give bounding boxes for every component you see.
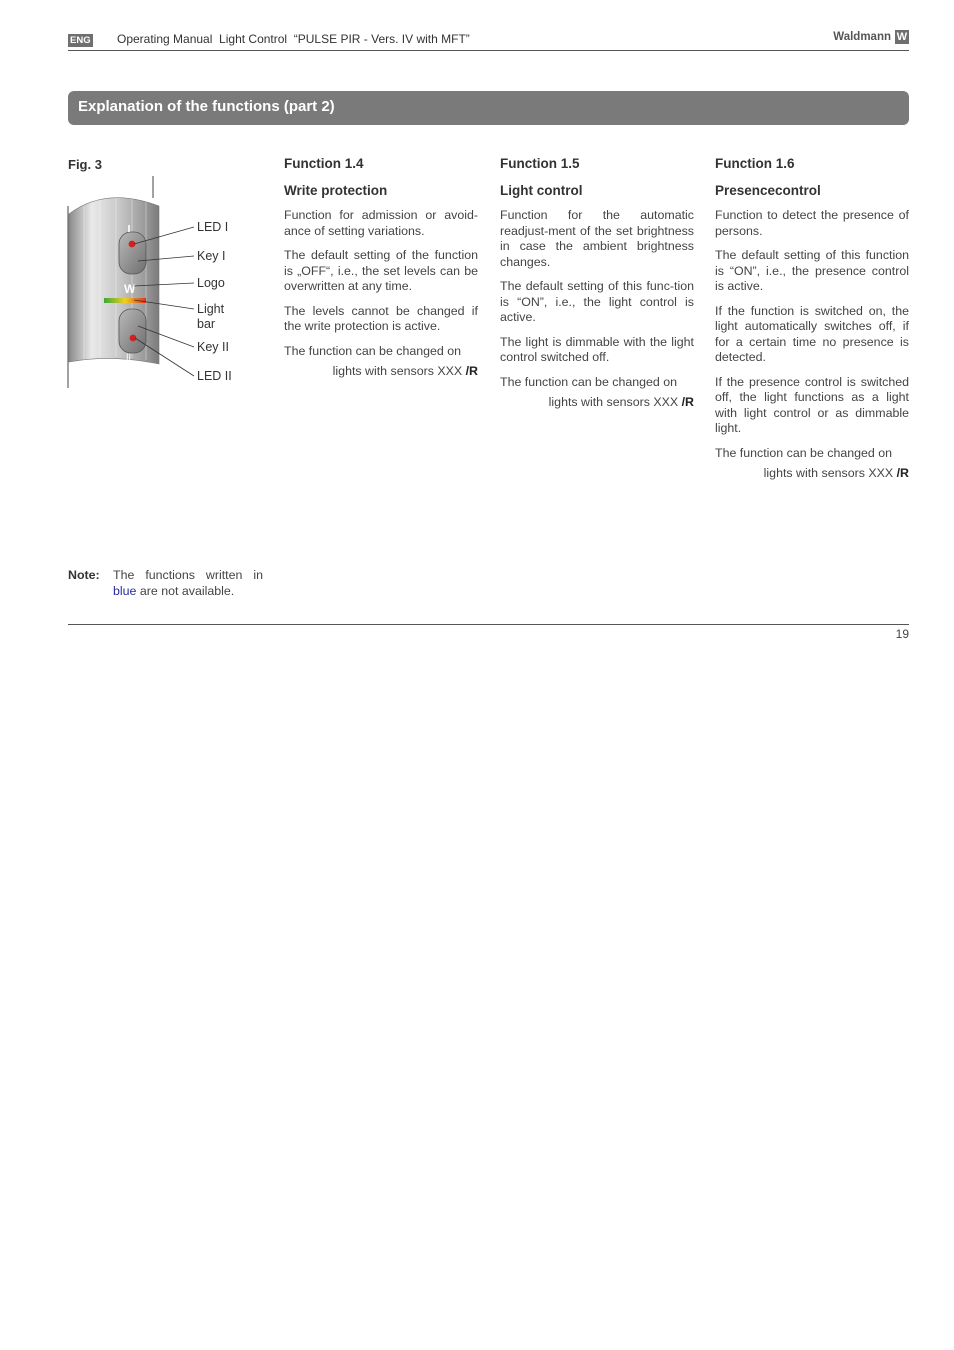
function-paragraph: The default setting of this func-tion is “ON”, i.e., the light control is active. xyxy=(500,279,694,324)
language-badge: ENG xyxy=(70,35,91,46)
function-subtitle: Write protection xyxy=(284,183,388,198)
function-heading: Function 1.5 xyxy=(500,156,580,171)
function-paragraph: If the function is switched on, the light automatically switches off, if for a certain time no presence is detected. xyxy=(715,303,909,364)
sensor-text: lights with sensors XXX xyxy=(332,364,463,378)
label-logo: Logo xyxy=(197,276,225,290)
function-paragraph: The function can be changed on xyxy=(500,374,678,389)
function-paragraph: Function for admission or avoid-ance of setting variations. xyxy=(284,208,478,238)
function-paragraph: The function can be changed on xyxy=(715,445,893,460)
function-paragraph: The default setting of this function is “ON”, i.e., the presence control is active. xyxy=(715,248,909,293)
function-1-6-column xyxy=(715,156,909,482)
note-line-1: The functions written in xyxy=(113,568,263,582)
page-header xyxy=(68,30,909,51)
section-bar xyxy=(68,91,909,125)
brand-logo-icon: W xyxy=(896,31,908,43)
svg-text:W: W xyxy=(124,282,136,296)
function-paragraph: Function for the automatic readjust-ment of the set brightness in case the ambient brightness changes. xyxy=(500,208,694,269)
function-heading: Function 1.6 xyxy=(715,156,795,171)
label-light-bar-1: Light xyxy=(197,302,225,316)
function-1-4-column xyxy=(284,156,478,380)
page-number: 19 xyxy=(895,627,909,641)
sensor-suffix: /R xyxy=(681,395,694,409)
function-subtitle: Light control xyxy=(500,183,583,198)
function-heading: Function 1.4 xyxy=(284,156,364,171)
note-blue-word: blue xyxy=(113,583,137,598)
note xyxy=(68,568,263,599)
sensor-text: lights with sensors XXX xyxy=(763,466,894,480)
note-text xyxy=(113,568,263,599)
note-label: Note: xyxy=(68,568,100,582)
function-paragraph: The function can be changed on xyxy=(284,343,462,358)
label-led-i: LED I xyxy=(197,220,229,234)
note-rest: are not available. xyxy=(136,583,235,598)
function-paragraph: Function to detect the presence of persons. xyxy=(715,208,909,238)
figure-label: Fig. 3 xyxy=(68,157,102,172)
brand-name: Waldmann xyxy=(833,31,891,43)
section-title: Explanation of the functions (part 2) xyxy=(78,98,335,115)
header-title: Operating Manual Light Control “PULSE PIR - Vers. IV with MFT” xyxy=(117,32,470,46)
sensor-line xyxy=(715,466,909,482)
sensor-text: lights with sensors XXX xyxy=(548,395,679,409)
control-panel-illustration xyxy=(66,176,266,391)
sensor-suffix: /R xyxy=(465,364,478,378)
sensor-line xyxy=(284,364,478,380)
function-paragraph: The default setting of the function is „OFF“, i.e., the set levels can be overwritten at any time. xyxy=(284,248,478,293)
sensor-line xyxy=(500,395,694,411)
function-paragraph: If the presence control is switched off, the light functions as a light with light control or as dimmable light. xyxy=(715,374,909,435)
label-led-ii: LED II xyxy=(197,369,232,383)
label-key-i: Key I xyxy=(197,249,226,263)
control-panel-figure xyxy=(66,176,266,391)
function-paragraph: The light is dimmable with the light control switched off. xyxy=(500,334,694,364)
svg-text:II: II xyxy=(126,352,132,362)
label-key-ii: Key II xyxy=(197,340,229,354)
function-1-5-column xyxy=(500,156,694,411)
label-light-bar-2: bar xyxy=(197,317,216,331)
function-subtitle: Presencecontrol xyxy=(715,183,821,198)
footer-rule xyxy=(68,624,909,625)
brand xyxy=(833,30,909,44)
sensor-suffix: /R xyxy=(896,466,909,480)
function-paragraph: The levels cannot be changed if the write protection is active. xyxy=(284,303,478,333)
